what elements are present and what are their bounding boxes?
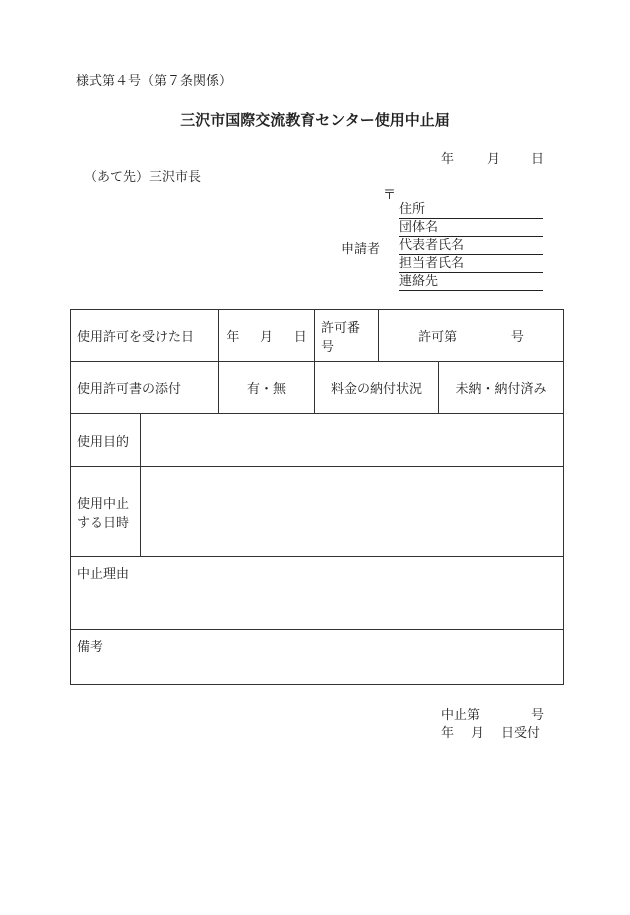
contact-info-field[interactable]: 連絡先: [399, 274, 543, 291]
application-table: [70, 309, 564, 685]
purpose-label: 使用目的: [71, 414, 141, 467]
form-number: 様式第４号（第７条関係）: [76, 74, 233, 89]
receipt-day: 日受付: [501, 726, 541, 741]
postal-mark: 〒: [383, 188, 397, 203]
date-month: 月: [487, 152, 501, 167]
permit-number-prefix: 許可第: [418, 330, 458, 345]
permit-date-day: 日: [293, 330, 307, 345]
applicant-label: 申請者: [341, 242, 381, 257]
representative-field[interactable]: 代表者氏名: [399, 238, 543, 255]
contact-person-field[interactable]: 担当者氏名: [399, 256, 543, 273]
permit-date-year: 年: [226, 330, 240, 345]
permit-date-value[interactable]: [219, 310, 315, 362]
attachment-label: 使用許可書の添付: [71, 362, 219, 414]
permit-date-label: 使用許可を受けた日: [71, 310, 219, 362]
purpose-value[interactable]: [141, 414, 564, 467]
remarks-label: 備考: [77, 640, 104, 655]
permit-date-month: 月: [260, 330, 274, 345]
cancel-date-label-line2: する日時: [77, 515, 130, 531]
receipt-number-suffix: 号: [531, 708, 545, 723]
addressee: （あて先）三沢市長: [84, 170, 202, 185]
organization-field[interactable]: 団体名: [399, 220, 543, 237]
address-field[interactable]: 住所: [399, 202, 543, 219]
reason-label: 中止理由: [77, 567, 130, 582]
permit-number-value[interactable]: [379, 310, 564, 362]
page-title: 三沢市国際交流教育センター使用中止届: [180, 111, 450, 129]
receipt-month: 月: [471, 726, 485, 741]
cancel-date-label-line1: 使用中止: [77, 496, 130, 512]
remarks-field[interactable]: [71, 630, 564, 685]
payment-value[interactable]: 未納・納付済み: [439, 362, 564, 414]
cancel-date-label: [71, 467, 141, 557]
reason-field[interactable]: [71, 557, 564, 630]
receipt-number-prefix: 中止第: [441, 708, 481, 723]
permit-number-suffix: 号: [510, 330, 524, 345]
permit-number-label: 許可番号: [315, 310, 379, 362]
payment-label: 料金の納付状況: [315, 362, 439, 414]
date-year: 年: [441, 152, 455, 167]
cancel-date-value[interactable]: [141, 467, 564, 557]
date-day: 日: [531, 152, 545, 167]
receipt-year: 年: [441, 726, 455, 741]
attachment-value[interactable]: 有・無: [219, 362, 315, 414]
